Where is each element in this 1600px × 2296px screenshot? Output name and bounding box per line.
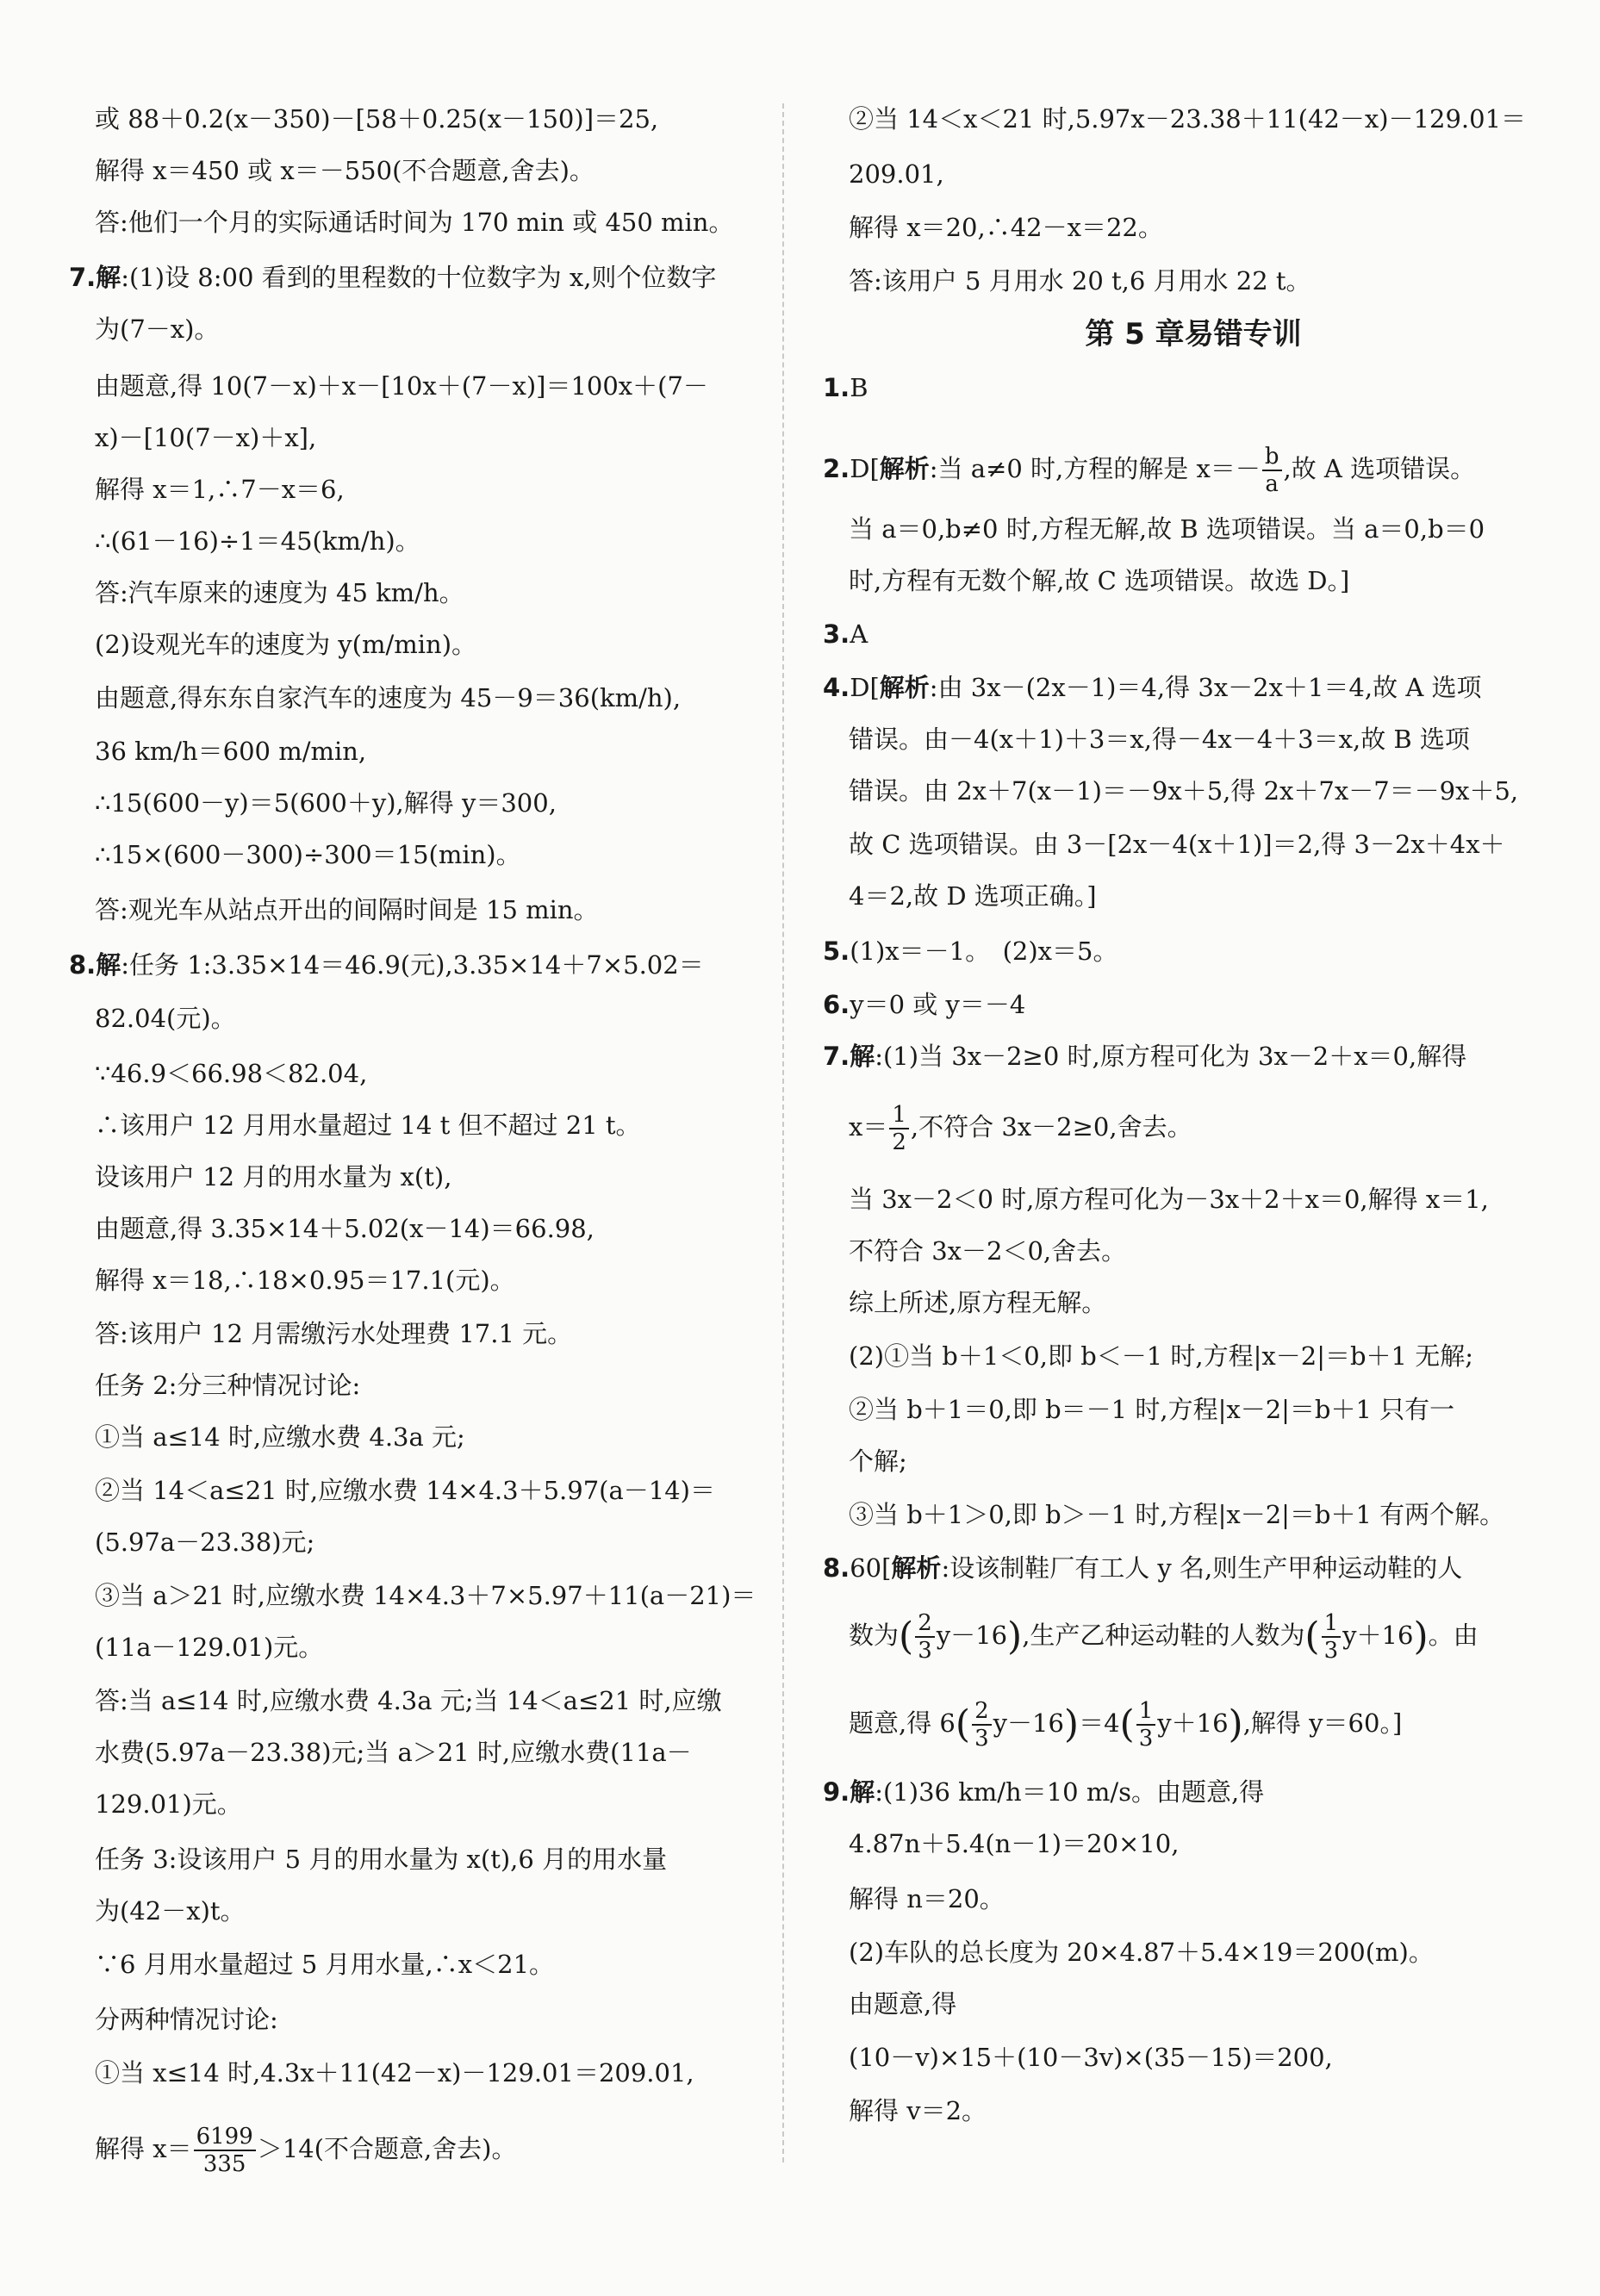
- fraction: [972, 1698, 992, 1752]
- text-line: 当 3x－2＜0 时,原方程可化为－3x＋2＋x＝0,解得 x＝1,: [849, 1185, 1489, 1214]
- fraction: [889, 1102, 909, 1155]
- fraction-line: [849, 1690, 1402, 1756]
- text-line: 任务 3:设该用户 5 月的用水量为 x(t),6 月的用水量: [95, 1845, 668, 1874]
- text-line: 或 88＋0.2(x－350)－[58＋0.25(x－150)]＝25,: [95, 104, 659, 134]
- text-span: A: [850, 619, 868, 649]
- text-line: ②当 14＜a≤21 时,应缴水费 14×4.3＋5.97(a－14)＝: [95, 1476, 715, 1505]
- text-line: 分两种情况讨论:: [95, 2005, 278, 2034]
- analysis-label: 解析: [891, 1553, 942, 1583]
- text-span: 60[: [850, 1553, 892, 1583]
- text-line: 答:该用户 5 月用水 20 t,6 月用水 22 t。: [849, 266, 1311, 296]
- text-line: 由题意,得: [849, 1989, 957, 2019]
- text-span: :任务 1:3.35×14＝46.9(元),3.35×14＋7×5.02＝: [121, 950, 704, 980]
- text-line: ∵46.9＜66.98＜82.04,: [95, 1059, 368, 1088]
- right-paren: ): [1063, 1702, 1080, 1746]
- question-number: 9.: [823, 1777, 850, 1807]
- answer-9-line: [823, 1775, 1264, 1809]
- denominator: 3: [974, 1726, 989, 1752]
- text-line: 答:汽车原来的速度为 45 km/h。: [95, 578, 464, 607]
- text-span: B: [850, 373, 868, 402]
- text-line: (2)车队的总长度为 20×4.87＋5.4×19＝200(m)。: [849, 1938, 1434, 1967]
- text-span: 。由: [1428, 1621, 1479, 1650]
- text-line: 为(7－x)。: [95, 314, 220, 344]
- text-line: (11a－129.01)元。: [95, 1633, 324, 1662]
- fraction: [1322, 1610, 1342, 1664]
- left-paren: (: [1304, 1615, 1320, 1658]
- solution-label: 解: [96, 950, 121, 980]
- text-line: (2)设观光车的速度为 y(m/min)。: [95, 630, 477, 659]
- question-8-line: [69, 948, 704, 982]
- solution-label: 解: [850, 1777, 875, 1807]
- numerator: b: [1262, 444, 1282, 471]
- text-line: ∴该用户 12 月用水量超过 14 t 但不超过 21 t。: [95, 1111, 641, 1140]
- text-line: 时,方程有无数个解,故 C 选项错误。故选 D。]: [849, 566, 1350, 595]
- denominator: a: [1265, 471, 1279, 497]
- analysis-label: 解析: [879, 673, 930, 702]
- denominator: 2: [892, 1129, 906, 1155]
- answer-5: [823, 934, 1118, 968]
- text-line: 答:他们一个月的实际通话时间为 170 min 或 450 min。: [95, 208, 734, 237]
- text-span: y＋16: [1342, 1621, 1414, 1650]
- text-span: :(1)当 3x－2≥0 时,原方程可化为 3x－2＋x＝0,解得: [875, 1042, 1467, 1071]
- text-span: :(1)设 8:00 看到的里程数的十位数字为 x,则个位数字: [121, 263, 717, 292]
- text-line: 任务 2:分三种情况讨论:: [95, 1371, 361, 1400]
- fraction: [1262, 444, 1282, 497]
- right-paren: ): [1007, 1615, 1023, 1658]
- text-line: 故 C 选项错误。由 3－[2x－4(x＋1)]＝2,得 3－2x＋4x＋: [849, 830, 1505, 859]
- question-number: 8.: [823, 1553, 850, 1583]
- answer-2-line: [823, 443, 1475, 497]
- text-line: ①当 x≤14 时,4.3x＋11(42－x)－129.01＝209.01,: [95, 2058, 694, 2088]
- numerator: 1: [1136, 1698, 1156, 1726]
- text-line: ③当 a＞21 时,应缴水费 14×4.3＋7×5.97＋11(a－21)＝: [95, 1581, 756, 1610]
- question-number: 3.: [823, 619, 850, 649]
- question-number: 7.: [823, 1042, 850, 1071]
- fraction-line: [95, 2118, 517, 2180]
- solution-label: 解: [850, 1042, 875, 1071]
- question-number: 2.: [823, 454, 850, 483]
- text-span: D[: [850, 454, 880, 483]
- numerator: 1: [1322, 1610, 1342, 1638]
- section-title: 第 5 章易错专训: [1085, 317, 1302, 352]
- left-paren: (: [899, 1615, 914, 1658]
- text-line: 不符合 3x－2＜0,舍去。: [849, 1236, 1127, 1266]
- text-line: 由题意,得 3.35×14＋5.02(x－14)＝66.98,: [95, 1214, 595, 1243]
- text-span: y－16: [936, 1621, 1008, 1650]
- text-line: 答:该用户 12 月需缴污水处理费 17.1 元。: [95, 1319, 573, 1348]
- analysis-label: 解析: [879, 454, 930, 483]
- left-paren: (: [955, 1702, 971, 1746]
- right-paren: ): [1228, 1702, 1243, 1746]
- text-line: x)－[10(7－x)＋x],: [95, 423, 317, 452]
- text-line: 个解;: [849, 1447, 907, 1476]
- question-number: 5.: [823, 936, 850, 966]
- text-span: ,解得 y＝60。]: [1242, 1708, 1403, 1738]
- text-span: ,生产乙种运动鞋的人数为: [1022, 1621, 1305, 1650]
- text-line: 解得 x＝18,∴18×0.95＝17.1(元)。: [95, 1266, 515, 1295]
- text-span: ＝4: [1079, 1708, 1120, 1738]
- text-line: 为(42－x)t。: [95, 1896, 246, 1926]
- text-line: (10－v)×15＋(10－3v)×(35－15)＝200,: [849, 2043, 1333, 2072]
- text-span: 题意,得 6: [849, 1708, 956, 1738]
- text-line: (2)①当 b＋1＜0,即 b＜－1 时,方程|x－2|＝b＋1 无解;: [849, 1341, 1474, 1371]
- text-line: 4＝2,故 D 选项正确。]: [849, 881, 1097, 911]
- text-span: :(1)36 km/h＝10 m/s。由题意,得: [875, 1777, 1265, 1807]
- answer-7-line: [823, 1039, 1466, 1073]
- text-line: 82.04(元)。: [95, 1004, 236, 1033]
- text-line: ∴15(600－y)＝5(600＋y),解得 y＝300,: [95, 788, 557, 818]
- text-span: y＋16: [1157, 1708, 1229, 1738]
- text-line: 答:观光车从站点开出的间隔时间是 15 min。: [95, 895, 599, 924]
- text-span: ＞14(不合题意,舍去)。: [257, 2134, 517, 2163]
- text-line: 综上所述,原方程无解。: [849, 1288, 1107, 1317]
- text-line: 解得 x＝1,∴7－x＝6,: [95, 475, 345, 504]
- text-line: 36 km/h＝600 m/min,: [95, 737, 367, 766]
- answer-8-line: [823, 1551, 1462, 1585]
- numerator: 6199: [194, 2124, 256, 2151]
- fraction: [1136, 1698, 1156, 1752]
- text-span: x＝: [849, 1112, 888, 1142]
- text-line: 4.87n＋5.4(n－1)＝20×10,: [849, 1829, 1180, 1858]
- solution-label: 解: [96, 263, 121, 292]
- text-line: ∴15×(600－300)÷300＝15(min)。: [95, 840, 521, 869]
- question-7-line: [69, 260, 716, 295]
- text-span: :设该制鞋厂有工人 y 名,则生产甲种运动鞋的人: [941, 1553, 1463, 1583]
- denominator: 3: [1138, 1726, 1154, 1752]
- left-paren: (: [1119, 1702, 1135, 1746]
- answer-6: [823, 987, 1025, 1022]
- question-number: 1.: [823, 373, 850, 402]
- numerator: 1: [889, 1102, 909, 1129]
- text-line: 解得 x＝20,∴42－x＝22。: [849, 213, 1163, 242]
- text-line: 解得 x＝450 或 x＝－550(不合题意,舍去)。: [95, 156, 595, 185]
- numerator: 2: [915, 1610, 935, 1638]
- text-span: D[: [850, 673, 880, 702]
- denominator: 3: [1323, 1638, 1339, 1664]
- fraction: [915, 1610, 935, 1664]
- question-number: 8.: [69, 950, 96, 980]
- question-number: 6.: [823, 990, 850, 1019]
- fraction-line: [849, 1096, 1192, 1158]
- text-line: ③当 b＋1＞0,即 b＞－1 时,方程|x－2|＝b＋1 有两个解。: [849, 1500, 1505, 1529]
- text-span: (1)x＝－1。 (2)x＝5。: [850, 936, 1118, 966]
- numerator: 2: [972, 1698, 992, 1726]
- text-line: 水费(5.97a－23.38)元;当 a＞21 时,应缴水费(11a－: [95, 1738, 692, 1767]
- text-line: 129.01)元。: [95, 1789, 242, 1819]
- text-line: 设该用户 12 月的用水量为 x(t),: [95, 1162, 452, 1192]
- text-line: (5.97a－23.38)元;: [95, 1528, 315, 1557]
- text-line: 由题意,得东东自家汽车的速度为 45－9＝36(km/h),: [95, 683, 682, 712]
- right-paren: ): [1413, 1615, 1429, 1658]
- answer-1: [823, 370, 868, 405]
- text-span: y－16: [993, 1708, 1064, 1738]
- text-line: 错误。由 2x＋7(x－1)＝－9x＋5,得 2x＋7x－7＝－9x＋5,: [849, 776, 1519, 806]
- question-number: 4.: [823, 673, 850, 702]
- column-divider: [782, 103, 784, 2162]
- denominator: 3: [918, 1638, 932, 1664]
- denominator: 335: [202, 2151, 246, 2177]
- text-line: 答:当 a≤14 时,应缴水费 4.3a 元;当 14＜a≤21 时,应缴: [95, 1686, 722, 1715]
- text-line: 由题意,得 10(7－x)＋x－[10x＋(7－x)]＝100x＋(7－: [95, 371, 708, 401]
- text-line: 解得 v＝2。: [849, 2096, 987, 2125]
- text-line: ∴(61－16)÷1＝45(km/h)。: [95, 526, 420, 556]
- text-span: 解得 x＝: [95, 2134, 192, 2163]
- fraction: [194, 2124, 256, 2177]
- answer-4-line: [823, 670, 1481, 705]
- text-span: :由 3x－(2x－1)＝4,得 3x－2x＋1＝4,故 A 选项: [929, 673, 1482, 702]
- text-line: ②当 14＜x＜21 时,5.97x－23.38＋11(42－x)－129.01＝: [849, 104, 1527, 134]
- text-line: 解得 n＝20。: [849, 1884, 1005, 1913]
- text-line: 209.01,: [849, 159, 944, 189]
- text-line: ∵6 月用水量超过 5 月用水量,∴x＜21。: [95, 1950, 555, 1979]
- answer-3: [823, 617, 868, 651]
- text-line: 当 a＝0,b≠0 时,方程无解,故 B 选项错误。当 a＝0,b＝0: [849, 514, 1485, 544]
- text-span: y＝0 或 y＝－4: [850, 990, 1026, 1019]
- text-line: ②当 b＋1＝0,即 b＝－1 时,方程|x－2|＝b＋1 只有一: [849, 1395, 1455, 1424]
- text-span: ,不符合 3x－2≥0,舍去。: [910, 1112, 1192, 1142]
- text-span: ,故 A 选项错误。: [1283, 454, 1476, 483]
- text-span: :当 a≠0 时,方程的解是 x＝－: [929, 454, 1261, 483]
- question-number: 7.: [69, 263, 96, 292]
- text-line: 错误。由－4(x＋1)＋3＝x,得－4x－4＋3＝x,故 B 选项: [849, 725, 1470, 754]
- fraction-line: [849, 1602, 1479, 1668]
- text-span: 数为: [849, 1621, 900, 1650]
- text-line: ①当 a≤14 时,应缴水费 4.3a 元;: [95, 1422, 465, 1452]
